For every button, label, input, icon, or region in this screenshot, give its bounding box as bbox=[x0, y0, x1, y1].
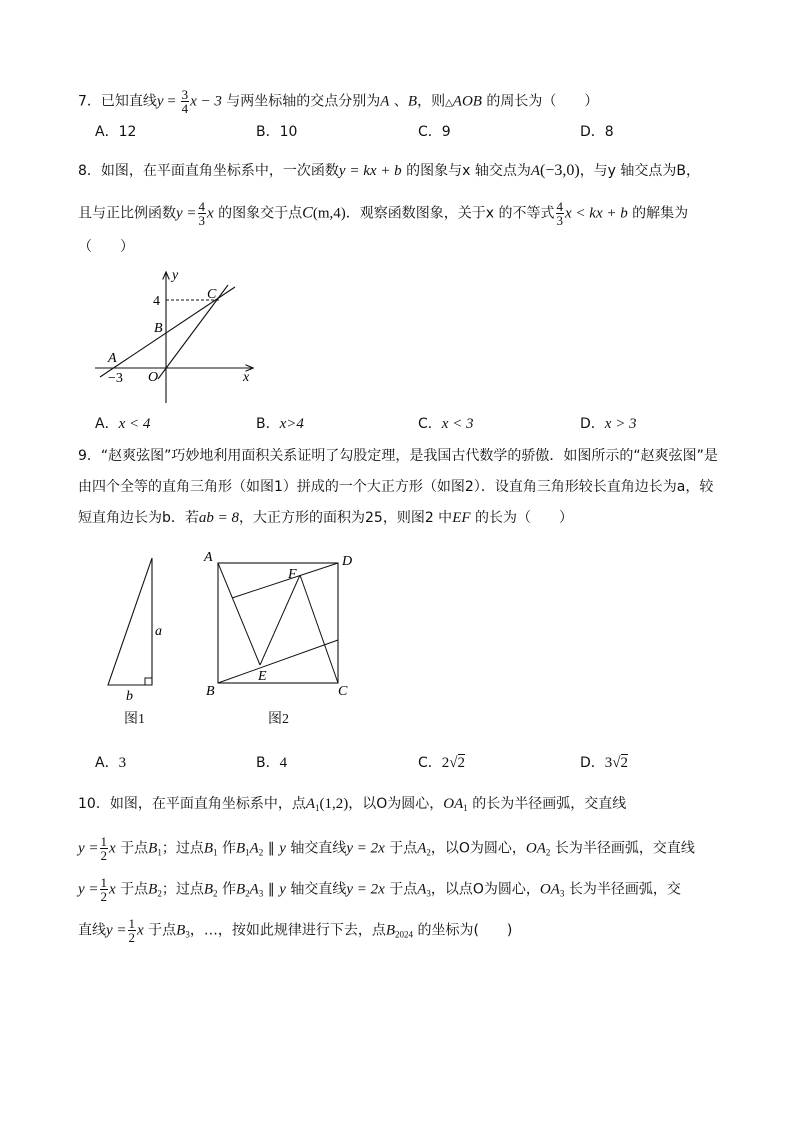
q9-option-b: B．4 bbox=[256, 755, 288, 771]
label-o: O bbox=[148, 370, 159, 385]
q8-coordinate-graph bbox=[90, 265, 265, 410]
q8-option-a: A．x < 4 bbox=[95, 416, 151, 432]
tick-4: 4 bbox=[153, 294, 160, 309]
question-10-line-4: 直线y = $\frac{1}{2}$ x 于点$B_3$，…，按如此规律进行下去，点$B_{2024}$ 的坐标为( ) bbox=[78, 916, 513, 945]
q8-option-d: D．x > 3 bbox=[580, 416, 637, 432]
q9-option-d: D．3√2 bbox=[580, 755, 629, 771]
question-9-line-3: 短直角边长为b．若ab = 8，大正方形的面积为25，则图2 中EF 的长为（ ） bbox=[78, 510, 573, 526]
q7-number: 7 bbox=[78, 93, 87, 110]
question-9-line-2: 由四个全等的直角三角形（如图1）拼成的一个大正方形（如图2）．设直角三角形较长直角边长为a，较 bbox=[78, 479, 714, 495]
q7-option-c: C．9 bbox=[418, 124, 451, 140]
fig2-caption: 图2 bbox=[268, 712, 289, 727]
svg-text:E: E bbox=[258, 669, 267, 684]
q9-figure-2-zhao-shuang-square bbox=[200, 545, 360, 700]
q7-option-d: D．8 bbox=[580, 124, 614, 140]
q9-option-c: C．2√2 bbox=[418, 755, 466, 771]
question-8-line-1: 8．如图，在平面直角坐标系中，一次函数y = kx + b 的图象与x 轴交点为A(−3,0)，与y 轴交点为B， bbox=[78, 162, 701, 179]
q9-option-a: A．3 bbox=[95, 755, 127, 771]
svg-text:C: C bbox=[338, 684, 348, 699]
q10-number: 10 bbox=[78, 796, 96, 812]
q8-blank: （ ） bbox=[78, 239, 134, 255]
label-a: A bbox=[108, 351, 117, 366]
x-label: x bbox=[243, 370, 250, 385]
side-b: b bbox=[126, 689, 133, 700]
svg-text:D: D bbox=[342, 554, 353, 569]
fig1-caption: 图1 bbox=[124, 712, 145, 727]
label-c: C bbox=[207, 287, 217, 302]
q8-number: 8 bbox=[78, 163, 87, 179]
question-7: 7．已知直线y = $\frac{3}{4}$ x − 3 与两坐标轴的交点分别为A 、B，则△AOB 的周长为（ ） bbox=[78, 87, 599, 116]
fraction: $\frac{3}{4}$ bbox=[181, 87, 189, 116]
svg-text:B: B bbox=[206, 684, 215, 699]
q9-number: 9 bbox=[78, 448, 87, 464]
q7-option-a: A．12 bbox=[95, 124, 137, 140]
tick-minus-3: −3 bbox=[108, 371, 123, 386]
label-b: B bbox=[154, 321, 163, 336]
side-a: a bbox=[155, 624, 162, 639]
q8-option-c: C．x < 3 bbox=[418, 416, 474, 432]
question-8-line-2: 且与正比例函数y = $\frac{4}{3}$ x 的图象交于点C(m,4)．观察函数图象，关于x 的不等式 $\frac{4}{3}$ x < kx + b 的解集为 bbox=[78, 199, 689, 228]
question-9-line-1: 9．“赵爽弦图”巧妙地利用面积关系证明了勾股定理，是我国古代数学的骄傲．如图所示的“赵爽弦图”是 bbox=[78, 448, 718, 464]
svg-text:A: A bbox=[204, 550, 213, 565]
svg-text:F: F bbox=[288, 567, 297, 582]
y-label: y bbox=[172, 268, 179, 283]
question-10-line-3: y = $\frac{1}{2}$ x 于点$B_2$；过点$B_2$ 作$B_2A_3$ ∥ y 轴交直线y = 2x 于点$A_3$，以点O为圆心，$OA_3$ 长为半径画弧，交 bbox=[78, 875, 681, 904]
q9-figure-1-triangle bbox=[100, 550, 170, 700]
question-10-line-1: 10．如图，在平面直角坐标系中，点$A_1(1,2)$，以O为圆心，$OA_1$ 的长为半径画弧，交直线 bbox=[78, 796, 627, 813]
q7-option-b: B．10 bbox=[256, 124, 298, 140]
q8-option-b: B．x>4 bbox=[256, 416, 304, 432]
question-10-line-2: y = $\frac{1}{2}$ x 于点$B_1$；过点$B_1$ 作$B_1A_2$ ∥ y 轴交直线y = 2x 于点$A_2$，以O为圆心，$OA_2$ 长为半径画弧，交直线 bbox=[78, 834, 695, 863]
line-oc bbox=[158, 285, 228, 379]
